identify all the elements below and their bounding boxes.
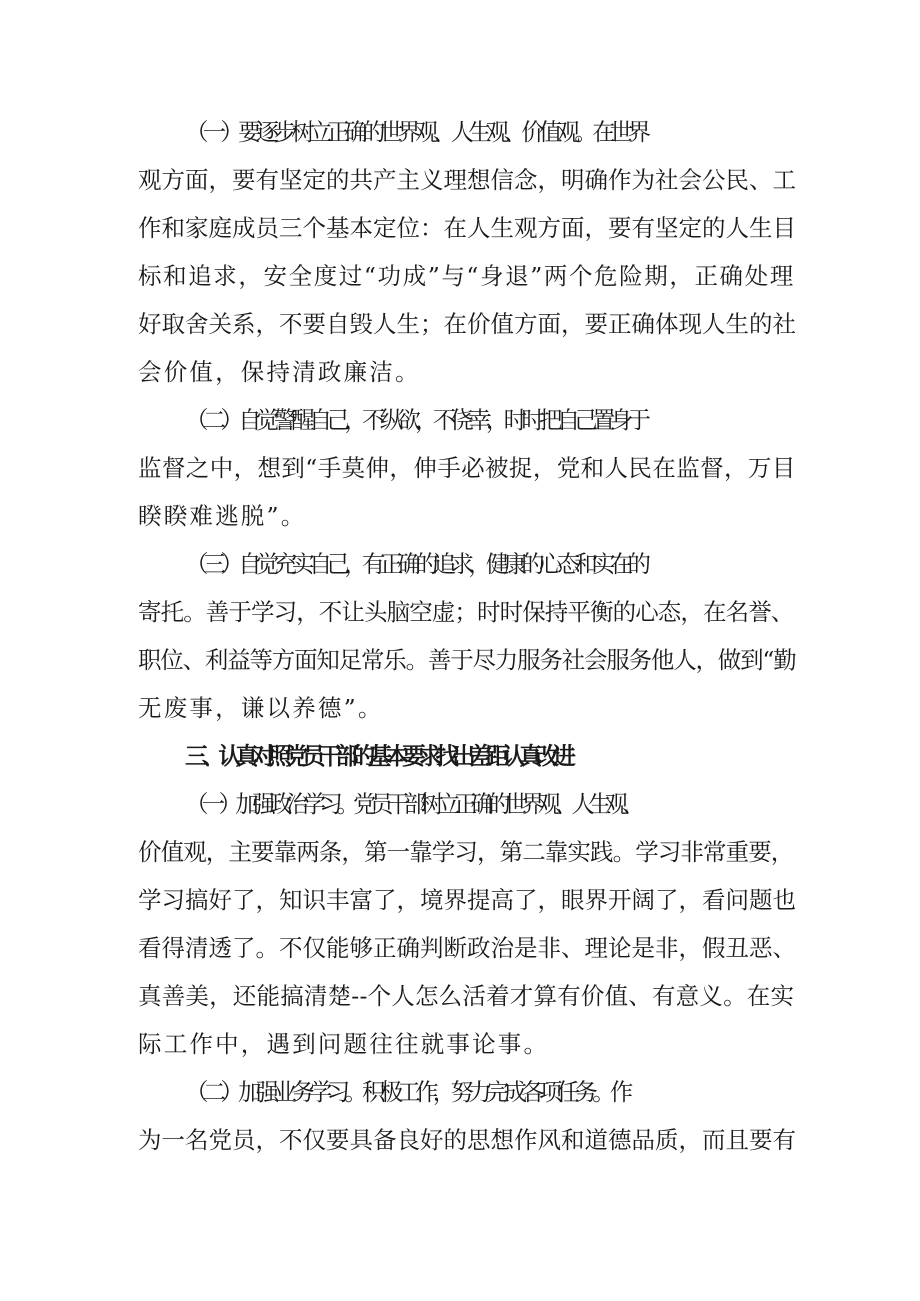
paragraph-1-line-3: 作和家庭成员三个基本定位：在人生观方面，要有坚定的人生目	[138, 214, 796, 242]
paragraph-4-line-3: 学习搞好了，知识丰富了，境界提高了，眼界开阔了，看问题也	[138, 886, 796, 914]
paragraph-5-line-2: 为一名党员，不仅要具备良好的思想作风和道德品质，而且要有	[138, 1126, 796, 1154]
paragraph-3-line-4: 无废事，谦以养德”。	[138, 694, 384, 722]
paragraph-3-line-1: （三）自觉充实自己，有正确的追求，健康的心态和实在的	[185, 550, 646, 578]
paragraph-1-line-4: 标和追求，安全度过“功成”与“身退”两个危险期，正确处理	[138, 262, 795, 290]
paragraph-1-line-1: （一）要逐步树立正确的世界观、人生观、价值观。在世界	[185, 118, 646, 146]
paragraph-4-line-1: （一）加强政治学习。党员干部树立正确的世界观、人生观、	[185, 790, 639, 818]
paragraph-2-line-3: 睽睽难逃脱”。	[138, 502, 307, 530]
paragraph-2-line-2: 监督之中，想到“手莫伸，伸手必被捉，党和人民在监督，万目	[138, 454, 796, 482]
paragraph-3-line-3: 职位、利益等方面知足常乐。善于尽力服务社会服务他人，做到“勤	[138, 646, 796, 674]
paragraph-5-line-1: （二）加强业务学习。积极工作，努力完成各项任务。作	[185, 1078, 628, 1106]
paragraph-4-line-6: 际工作中，遇到问题往往就事论事。	[138, 1030, 550, 1058]
paragraph-1-line-2: 观方面，要有坚定的共产主义理想信念，明确作为社会公民、工	[138, 166, 796, 194]
paragraph-1-line-6: 会价值，保持清政廉洁。	[138, 358, 421, 386]
paragraph-4-line-4: 看得清透了。不仅能够正确判断政治是非、理论是非，假丑恶、	[138, 934, 796, 962]
paragraph-1-line-5: 好取舍关系，不要自毁人生；在价值方面，要正确体现人生的社	[138, 310, 796, 338]
paragraph-2-line-1: （二）自觉警醒自己，不纵欲，不侥幸，时时把自己置身于	[185, 406, 646, 434]
section-heading: 三、认真对照党员干部的基本要求找出差距认真改进	[185, 742, 570, 770]
paragraph-4-line-5: 真善美，还能搞清楚--个人怎么活着才算有价值、有意义。在实	[138, 982, 795, 1010]
paragraph-3-line-2: 寄托。善于学习，不让头脑空虚；时时保持平衡的心态，在名誉、	[138, 598, 794, 626]
paragraph-4-line-2: 价值观，主要靠两条，第一靠学习，第二靠实践。学习非常重要，	[138, 838, 794, 866]
